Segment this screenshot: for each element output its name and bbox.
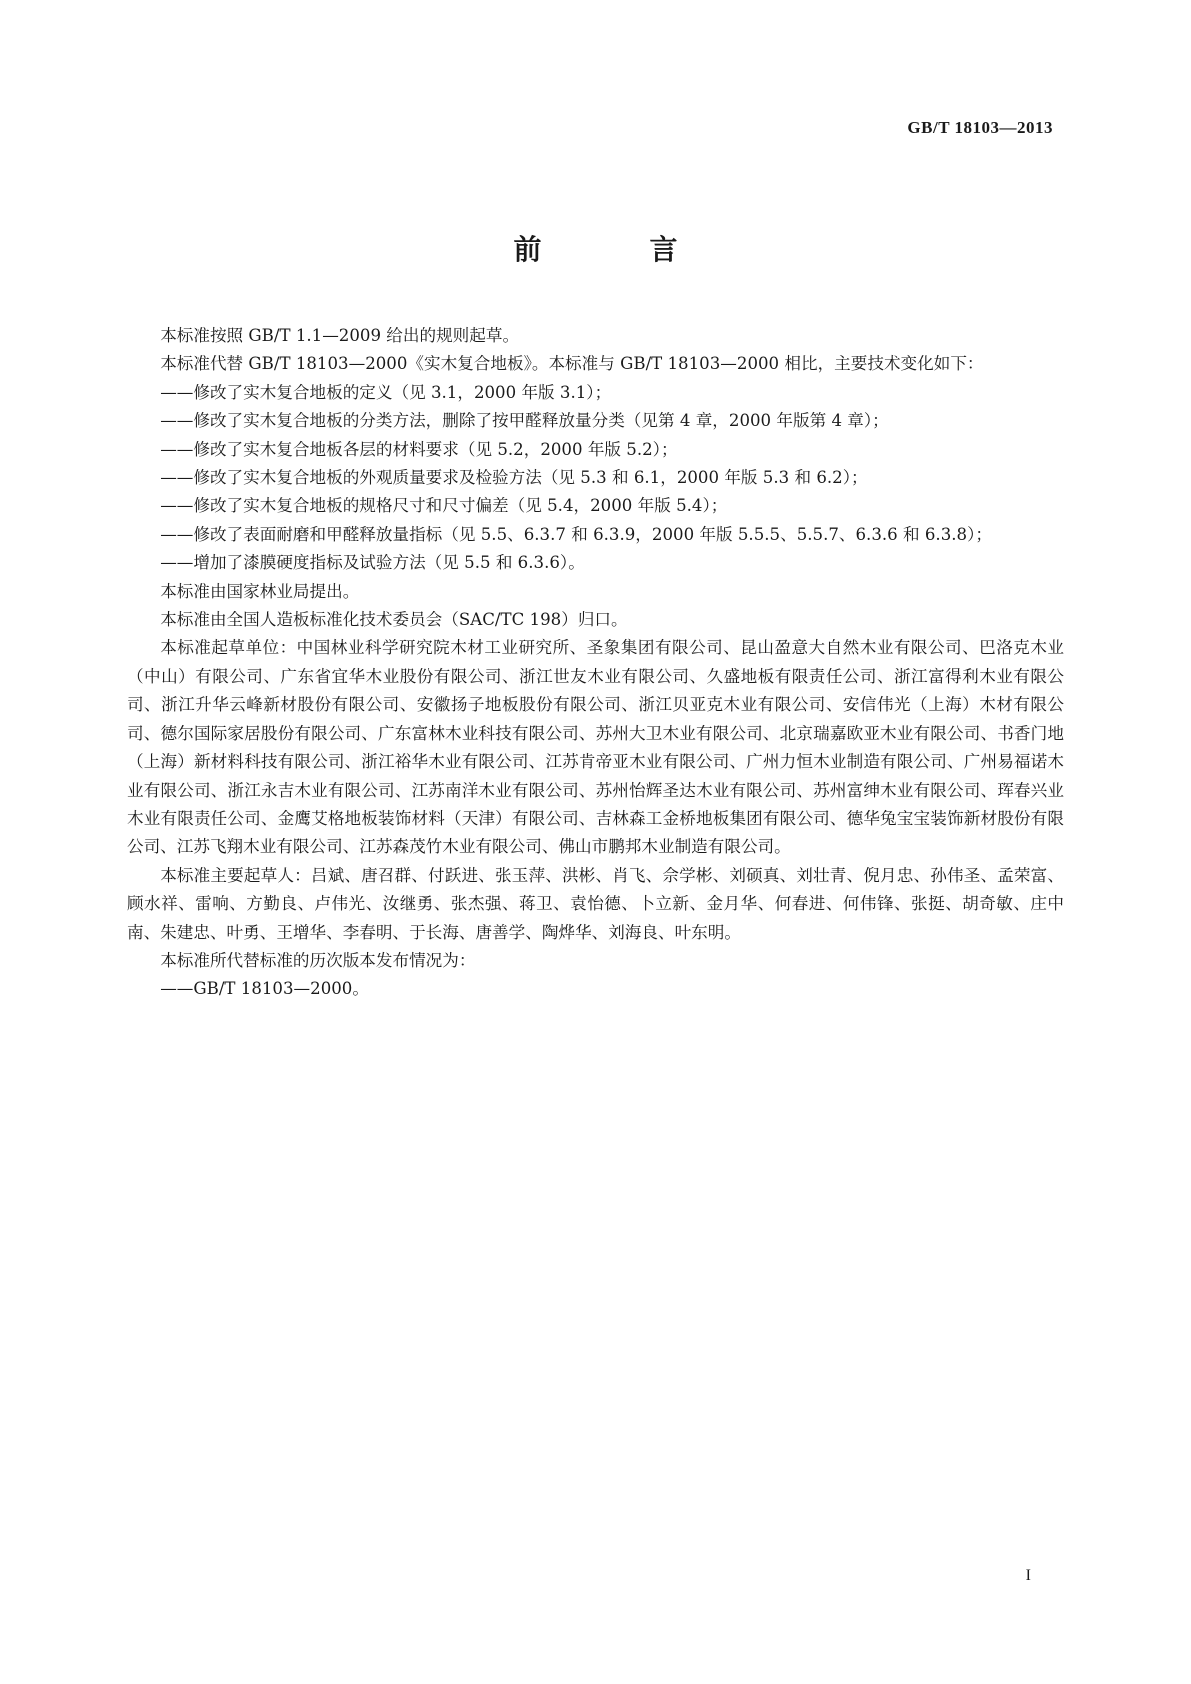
standard-code: GB/T 18103—2013 <box>907 118 1053 137</box>
paragraph: 本标准按照 GB/T 1.1—2009 给出的规则起草。 <box>160 326 520 345</box>
page-title: 前 言 <box>513 233 718 266</box>
change-item: ——修改了实木复合地板的定义（见 3.1，2000 年版 3.1）； <box>160 382 612 402</box>
version-item: ——GB/T 18103—2000。 <box>160 979 369 999</box>
change-item: ——修改了表面耐磨和甲醛释放量指标（见 5.5、6.3.7 和 6.3.9，2000 年版 5.5.5、5.5.7、6.3.6 和 6.3.8）； <box>160 524 992 544</box>
paragraph: 本标准由全国人造板标准化技术委员会（SAC/TC 198）归口。 <box>160 610 628 630</box>
drafting-units-paragraph: 本标准起草单位：中国林业科学研究院木材工业研究所、圣象集团有限公司、昆山盈意大自然木业有限公司、巴洛克木业（中山）有限公司、广东省宜华木业股份有限公司、浙江世友木业有限公司、久盛地板有限责任公司、浙江富得利木业有限公司、浙江升华云峰新材股份有限公司、安徽扬子地板股份有限公司、浙江贝亚克木业有限公司、安信伟光（上海）木材有限公司、德尔国际家居股份有限公司、广东富林木业科技有限公司、苏州大卫木业有限公司、北京瑞嘉欧亚木业有限公司、书香门地（上海）新材料科技有限公司、浙江裕华木业有限公司、江苏肯帝亚木业有限公司、广州力恒木业制造有限公司、广州易福诺木业有限公司、浙江永吉木业有限公司、江苏南洋木业有限公司、苏州怡辉圣达木业有限公司、苏州富绅木业有限公司、珲春兴业木业有限责任公司、金鹰艾格地板装饰材料（天津）有限公司、吉林森工金桥地板集团有限公司、德华兔宝宝装饰新材股份有限公司、江苏飞翔木业有限公司、江苏森茂竹木业有限公司、佛山市鹏邦木业制造有限公司。 <box>127 638 1064 857</box>
page-number: I <box>1025 1567 1031 1584</box>
paragraph: 本标准所代替标准的历次版本发布情况为： <box>160 950 476 970</box>
change-item: ——修改了实木复合地板的规格尺寸和尺寸偏差（见 5.4，2000 年版 5.4）； <box>160 496 728 516</box>
paragraph: 本标准由国家林业局提出。 <box>160 581 360 601</box>
change-item: ——增加了漆膜硬度指标及试验方法（见 5.5 和 6.3.6）。 <box>160 553 585 573</box>
change-item: ——修改了实木复合地板的外观质量要求及检验方法（见 5.3 和 6.1，2000 年版 5.3 和 6.2）； <box>160 468 868 488</box>
change-item: ——修改了实木复合地板各层的材料要求（见 5.2，2000 年版 5.2）； <box>160 439 678 459</box>
paragraph: 本标准代替 GB/T 18103—2000《实木复合地板》。本标准与 GB/T 18103—2000 相比，主要技术变化如下： <box>160 354 984 374</box>
document-body <box>127 322 1064 1004</box>
drafters-paragraph: 本标准主要起草人：吕斌、唐召群、付跃进、张玉萍、洪彬、肖飞、佘学彬、刘硕真、刘壮青、倪月忠、孙伟圣、孟荣富、顾水祥、雷响、方勤良、卢伟光、汝继勇、张杰强、蒋卫、袁怡德、卜立新、金月华、何春进、何伟锋、张挺、胡奇敏、庄中南、朱建忠、叶勇、王增华、李春明、于长海、唐善学、陶烨华、刘海良、叶东明。 <box>127 865 1064 942</box>
change-item: ——修改了实木复合地板的分类方法，删除了按甲醛释放量分类（见第 4 章，2000 年版第 4 章）； <box>160 411 889 431</box>
